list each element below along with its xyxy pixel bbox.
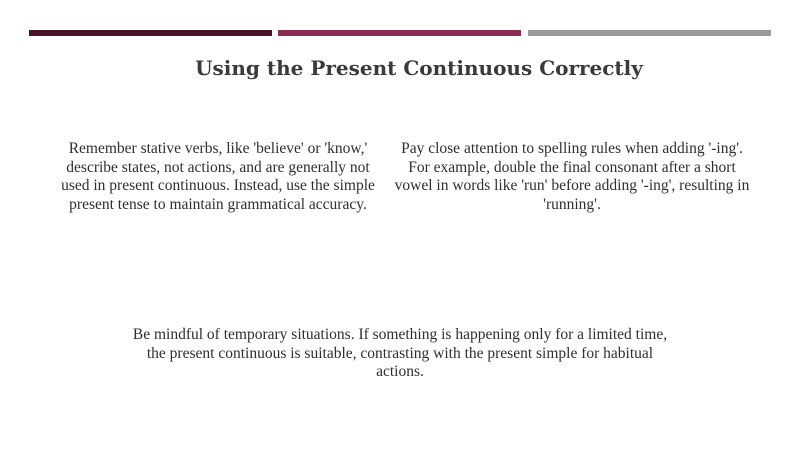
paragraph-temporary-situations: Be mindful of temporary situations. If something is happening only for a limited time, the present continuous is suitable, contrasting with the present simple for habitual actions.	[132, 326, 668, 380]
accent-bar-magenta	[278, 30, 521, 36]
slide-title: Using the Present Continuous Correctly	[195, 56, 643, 80]
accent-bar-gray	[528, 30, 771, 36]
paragraph-spelling-rules: Pay close attention to spelling rules when adding '-ing'. For example, double the final consonant after a short vowel in words like 'run' before adding '-ing', resulting in 'running'.	[394, 140, 750, 213]
paragraph-stative-verbs: Remember stative verbs, like 'believe' or 'know,' describe states, not actions, and are generally not used in present continuous. Instead, use the simple present tense to maintain grammatical accuracy.	[61, 140, 375, 213]
accent-bar-dark	[29, 30, 272, 36]
